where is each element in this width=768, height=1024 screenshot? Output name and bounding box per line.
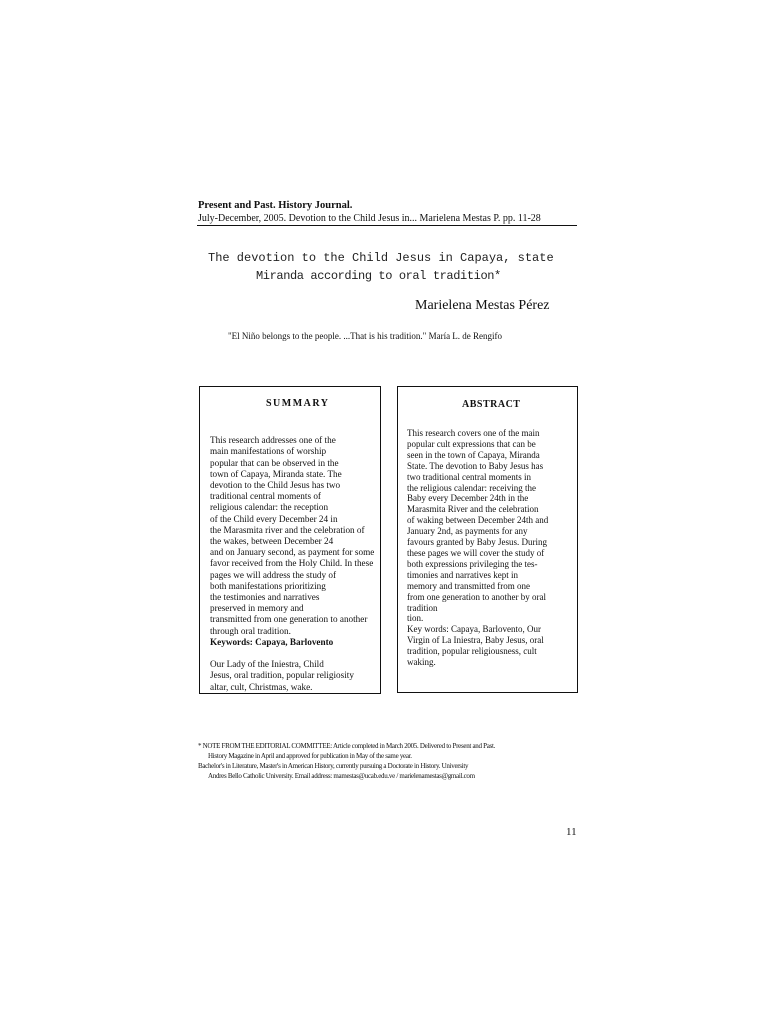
issue-line: July-December, 2005. Devotion to the Child Jesus in... Marielena Mestas P. pp. 11-28 [198,213,541,224]
footnote-line-1: * NOTE FROM THE EDITORIAL COMMITTEE: Article completed in March 2005. Delivered to Present and Past. [198,742,496,750]
footnote-line-4: Andres Bello Catholic University. Email address: mamestas@ucab.edu.ve / marielenamestas@gmail.com [208,772,475,780]
header-rule [197,225,577,226]
abstract-body: This research covers one of the main popular cult expressions that can be seen in the town of Capaya, Miranda State. The devotion to Baby Jesus has two traditional central moments in the religious calendar: receiving the Baby every December 24th in the Marasmita River and the celebration of waking between December 24th and January 2nd, as payments for any favours granted by Baby Jesus. During these pages we will cover the study of both expressions privileging the tes- timonies and narratives kept in memory and transmitted from one from one generation to another by oral tradition tion. Key words: Capaya, Barlovento, Our Virgin of La Iniestra, Baby Jesus, oral tradition, popular religiousness, cult waking. [407,428,549,668]
summary-text [210,424,395,693]
epigraph: "El Niño belongs to the people. ...That is his tradition." María L. de Rengifo [228,331,503,341]
page-number: 11 [566,826,577,838]
journal-title: Present and Past. History Journal. [198,200,353,211]
summary-heading: SUMMARY [266,398,330,409]
summary-keywords-rest: Our Lady of the Iniestra, Child Jesus, oral tradition, popular religiosity altar, cult, Christmas, wake. [210,659,354,692]
summary-body: This research addresses one of the main manifestations of worship popular that can be observed in the town of Capaya, Miranda state. The devotion to the Child Jesus has two traditional central moments of religious calendar: the reception of the Child every December 24 in the Marasmita river and the celebration of the wakes, between December 24 and on January second, as payment for some favor received from the Holy Child. In these pages we will address the study of both manifestations prioritizing the testimonies and narratives preserved in memory and transmitted from one generation to another through oral tradition. [210,435,375,636]
article-title-line-1: The devotion to the Child Jesus in Capaya, state [208,251,554,265]
summary-keywords-label: Keywords: Capaya, Barlovento [210,636,334,647]
footnote-line-2: History Magazine in April and approved for publication in May of the same year. [208,752,412,760]
article-title-line-2: Miranda according to oral tradition* [256,269,501,283]
abstract-heading: ABSTRACT [462,399,521,410]
author-name: Marielena Mestas Pérez [415,298,550,313]
footnote-line-3: Bachelor's in Literature, Master's in American History, currently pursuing a Doctorate in History. University [198,762,469,770]
